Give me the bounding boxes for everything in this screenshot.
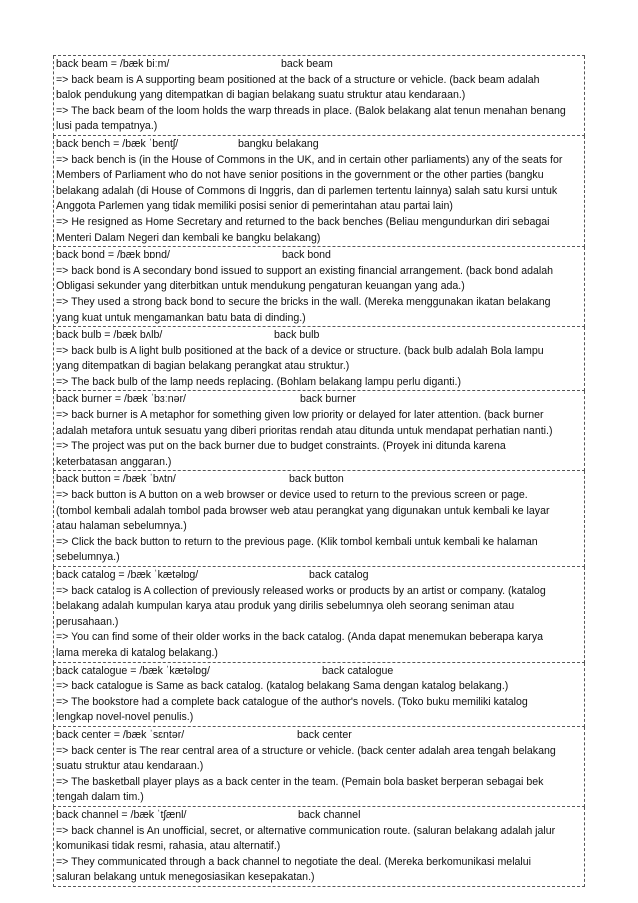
term-translation: back beam [281, 58, 333, 70]
term-pronunciation: back channel = /bæk ˈtʃænl/ [56, 808, 187, 821]
entry-back-bulb [53, 327, 585, 391]
entry-heading [56, 664, 584, 680]
definition-line: perusahaan.) [56, 615, 119, 628]
example-line: keterbatasan anggaran.) [56, 455, 172, 468]
definition-line: => back bond is A secondary bond issued to support an existing financial arrangement. (back bond adalah [56, 264, 554, 277]
dictionary-page [53, 55, 585, 887]
example-line: => They used a strong back bond to secure the bricks in the wall. (Mereka menggunakan ikatan belakang [56, 295, 551, 308]
entry-heading [56, 568, 584, 584]
definition-line: => back bulb is A light bulb positioned at the back of a device or structure. (back bulb adalah Bola lampu [56, 344, 544, 357]
entry-back-catalogue [53, 663, 585, 727]
definition-line: => back center is The rear central area of a structure or vehicle. (back center adalah area tengah belakang [56, 744, 556, 757]
definition-line: => back button is A button on a web browser or device used to return to the previous screen or page. [56, 489, 528, 502]
entry-heading [56, 57, 584, 73]
definition-line: suatu struktur atau kendaraan.) [56, 760, 204, 773]
term-pronunciation: back center = /bæk ˈsɛntər/ [56, 728, 185, 741]
example-line: => You can find some of their older works in the back catalog. (Anda dapat menemukan beberapa karya [56, 631, 544, 644]
term-pronunciation: back bench = /bæk ˈbentʃ/ [56, 137, 179, 150]
entry-heading [56, 392, 584, 408]
definition-line: belakang adalah (di House of Commons di Inggris, dan di parlemen tertentu lainnya) salah satu kursi untuk [56, 184, 558, 197]
term-translation: bangku belakang [238, 137, 319, 150]
term-pronunciation: back bulb = /bæk bʌlb/ [56, 329, 163, 342]
entry-back-burner [53, 391, 585, 471]
definition-line: Obligasi sekunder yang diterbitkan untuk mendukung pengaturan keuangan yang ada.) [56, 280, 465, 293]
term-translation: back burner [300, 393, 356, 406]
term-pronunciation: back burner = /bæk ˈbɜːnər/ [56, 393, 186, 406]
entry-back-bench [53, 136, 585, 247]
entry-heading [56, 137, 584, 153]
definition-line: => back catalog is A collection of previously released works or products by an artist or company. (katalog [56, 584, 546, 597]
entry-back-center [53, 727, 585, 807]
term-pronunciation: back button = /bæk ˈbʌtn/ [56, 473, 176, 486]
entry-back-beam [53, 56, 585, 136]
entry-back-channel [53, 807, 585, 887]
term-translation: back button [289, 473, 344, 486]
example-line: lama mereka di katalog belakang.) [56, 646, 218, 659]
example-line: yang kuat untuk mengamankan batu bata di dinding.) [56, 311, 306, 324]
example-line: => The project was put on the back burner due to budget constraints. (Proyek ini ditunda karena [56, 440, 506, 453]
term-translation: back bulb [274, 329, 320, 342]
example-line: sebelumnya.) [56, 551, 120, 564]
term-pronunciation: back catalog = /bæk ˈkætəlɒg/ [56, 569, 199, 581]
term-translation: back center [297, 728, 352, 741]
entry-heading [56, 728, 584, 744]
term-pronunciation: back catalogue = /bæk ˈkætəlɒg/ [56, 664, 210, 677]
definition-line: => back burner is A metaphor for something given low priority or delayed for later attention. (back burner [56, 409, 544, 422]
example-line: => The back bulb of the lamp needs replacing. (Bohlam belakang lampu perlu diganti.) [56, 375, 461, 388]
definition-line: yang ditempatkan di bagian belakang perangkat atau struktur.) [56, 360, 350, 373]
example-line: => They communicated through a back channel to negotiate the deal. (Mereka berkomunikasi melalui [56, 855, 532, 868]
definition-line: Anggota Parlemen yang tidak memiliki posisi senior di pemerintahan atau partai lain) [56, 200, 453, 213]
definition-line: => back beam is A supporting beam positioned at the back of a structure or vehicle. (back beam adalah [56, 73, 540, 86]
example-line: tengah dalam tim.) [56, 791, 144, 804]
entry-heading [56, 248, 584, 264]
definition-line: => back catalogue is Same as back catalog. (katalog belakang Sama dengan katalog belakang.) [56, 680, 509, 693]
definition-line: => back channel is An unofficial, secret, or alternative communication route. (saluran belakang adalah jalur [56, 824, 556, 837]
term-pronunciation: back beam = /bæk biːm/ [56, 58, 170, 70]
definition-line: (tombol kembali adalah tombol pada browser web atau perangkat yang digunakan untuk kembali ke layar [56, 504, 550, 517]
definition-line: atau halaman sebelumnya.) [56, 520, 187, 533]
entry-heading [56, 808, 584, 824]
example-line: => Click the back button to return to the previous page. (Klik tombol kembali untuk kembali ke halaman [56, 535, 538, 548]
definition-line: belakang adalah kumpulan karya atau produk yang dirilis sebelumnya oleh seorang seniman atau [56, 600, 515, 613]
definition-line: balok pendukung yang ditempatkan di bagian belakang suatu struktur atau kendaraan.) [56, 89, 466, 102]
entry-back-bond [53, 247, 585, 327]
term-translation: back catalogue [322, 664, 394, 677]
example-line: => The back beam of the loom holds the warp threads in place. (Balok belakang alat tenun menahan benang [56, 104, 566, 117]
definition-line: komunikasi tidak resmi, rahasia, atau alternatif.) [56, 840, 281, 853]
term-pronunciation: back bond = /bæk bɒnd/ [56, 249, 170, 262]
term-translation: back catalog [309, 569, 369, 581]
entry-heading [56, 328, 584, 344]
example-line: => The bookstore had a complete back catalogue of the author's novels. (Toko buku memiliki katalog [56, 695, 528, 708]
example-line: Menteri Dalam Negeri dan kembali ke bangku belakang) [56, 231, 321, 244]
term-translation: back channel [298, 808, 361, 821]
entry-back-catalog [53, 567, 585, 663]
example-line: => The basketball player plays as a back center in the team. (Pemain bola basket berperan sebagai bek [56, 775, 544, 788]
definition-line: => back bench is (in the House of Commons in the UK, and in certain other parliaments) any of the seats for [56, 153, 563, 166]
definition-line: Members of Parliament who do not have senior positions in the government or the other parties (bangku [56, 169, 544, 182]
entry-heading [56, 472, 584, 488]
example-line: lusi pada tempatnya.) [56, 120, 158, 133]
term-translation: back bond [282, 249, 331, 262]
example-line: saluran belakang untuk menegosiasikan kesepakatan.) [56, 871, 315, 884]
entry-back-button [53, 471, 585, 567]
definition-line: adalah metafora untuk sesuatu yang diberi prioritas rendah atau ditunda untuk mendapat perhatian nanti.) [56, 424, 553, 437]
example-line: lengkap novel-novel penulis.) [56, 711, 194, 724]
example-line: => He resigned as Home Secretary and returned to the back benches (Beliau mengundurkan diri sebagai [56, 215, 550, 228]
